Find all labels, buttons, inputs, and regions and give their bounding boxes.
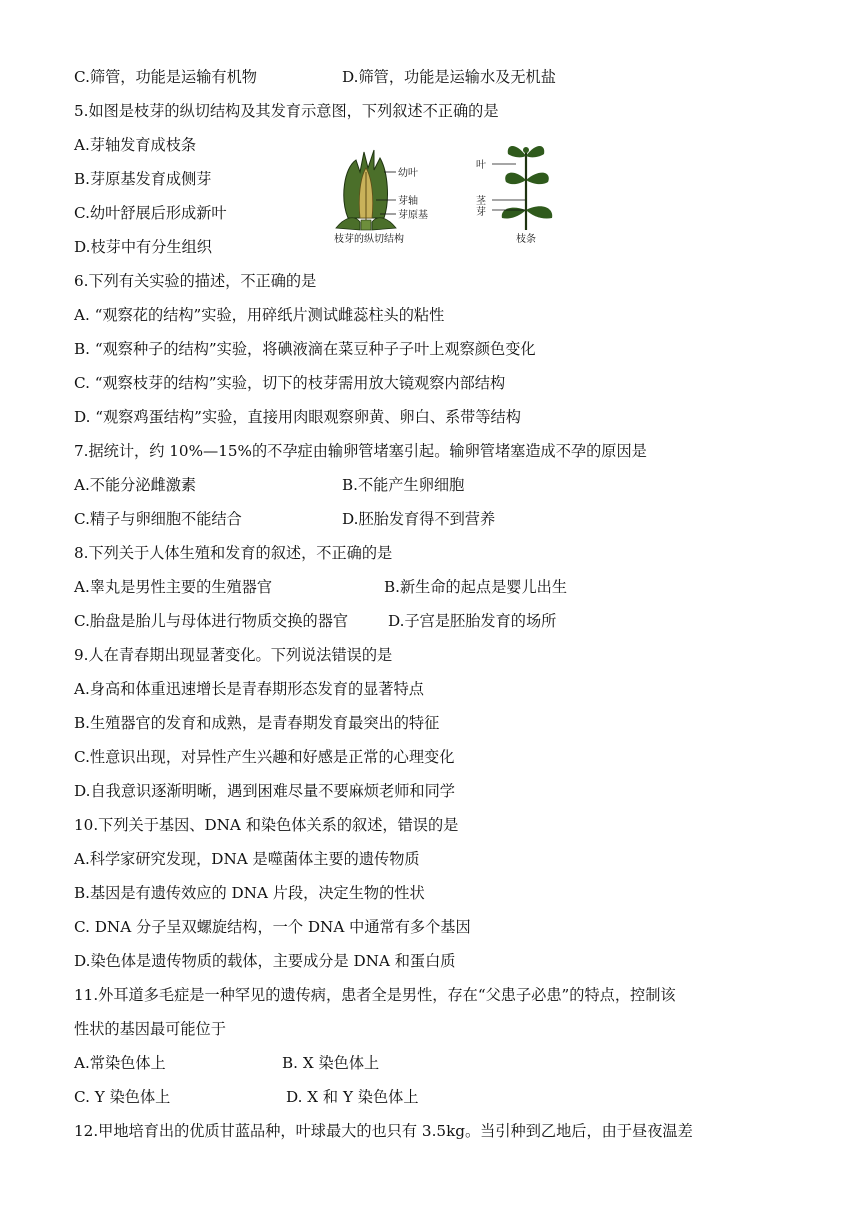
q8-option-c: C.胎盘是胎儿与母体进行物质交换的器官 xyxy=(74,612,349,630)
q5-option-d: D.枝芽中有分生组织 xyxy=(74,238,212,256)
q11-stem-line-1: 11.外耳道多毛症是一种罕见的遗传病，患者全是男性，存在“父患子必患”的特点，控制该 xyxy=(74,986,676,1004)
label-bud: 芽 xyxy=(476,207,486,218)
q4-option-c: C.筛管，功能是运输有机物 xyxy=(74,68,257,86)
label-young-leaf: 幼叶 xyxy=(398,168,418,179)
bud-diagram-figure xyxy=(330,138,590,248)
q9-option-d: D.自我意识逐渐明晰，遇到困难尽量不要麻烦老师和同学 xyxy=(74,782,455,800)
q10-option-c: C. DNA 分子呈双螺旋结构，一个 DNA 中通常有多个基因 xyxy=(74,918,471,936)
branch-illustration xyxy=(502,146,552,230)
q9-option-a: A.身高和体重迅速增长是青春期形态发育的显著特点 xyxy=(74,680,424,698)
label-bud-primordium: 芽原基 xyxy=(398,210,428,221)
q6-option-c: C. “观察枝芽的结构”实验，切下的枝芽需用放大镜观察内部结构 xyxy=(74,374,506,392)
q9-stem: 9.人在青春期出现显著变化。下列说法错误的是 xyxy=(74,646,393,664)
q10-option-a: A.科学家研究发现，DNA 是噬菌体主要的遗传物质 xyxy=(74,850,420,868)
q6-option-d: D. “观察鸡蛋结构”实验，直接用肉眼观察卵黄、卵白、系带等结构 xyxy=(74,408,521,426)
q7-option-d: D.胚胎发育得不到营养 xyxy=(342,510,496,528)
q11-option-c: C. Y 染色体上 xyxy=(74,1088,171,1106)
q11-option-b: B. X 染色体上 xyxy=(282,1054,380,1072)
label-leaf: 叶 xyxy=(476,160,486,171)
q10-option-b: B.基因是有遗传效应的 DNA 片段，决定生物的性状 xyxy=(74,884,425,902)
q5-stem: 5.如图是枝芽的纵切结构及其发育示意图，下列叙述不正确的是 xyxy=(74,102,499,120)
q8-option-d: D.子宫是胚胎发育的场所 xyxy=(388,612,557,630)
q10-option-d: D.染色体是遗传物质的载体，主要成分是 DNA 和蛋白质 xyxy=(74,952,456,970)
q8-stem: 8.下列关于人体生殖和发育的叙述，不正确的是 xyxy=(74,544,393,562)
q8-option-a: A.睾丸是男性主要的生殖器官 xyxy=(74,578,273,596)
caption-branch: 枝条 xyxy=(516,234,536,245)
q7-stem: 7.据统计，约 10%—15%的不孕症由输卵管堵塞引起。输卵管堵塞造成不孕的原因是 xyxy=(74,442,647,460)
q11-stem-line-2: 性状的基因最可能位于 xyxy=(74,1020,226,1038)
q6-option-a: A. “观察花的结构”实验，用碎纸片测试雌蕊柱头的粘性 xyxy=(74,306,445,324)
q8-option-b: B.新生命的起点是婴儿出生 xyxy=(384,578,568,596)
q4-option-d: D.筛管，功能是运输水及无机盐 xyxy=(342,68,556,86)
q11-option-d: D. X 和 Y 染色体上 xyxy=(286,1088,419,1106)
q9-option-b: B.生殖器官的发育和成熟，是青春期发育最突出的特征 xyxy=(74,714,440,732)
q7-option-b: B.不能产生卵细胞 xyxy=(342,476,465,494)
q10-stem: 10.下列关于基因、DNA 和染色体关系的叙述，错误的是 xyxy=(74,816,459,834)
q6-option-b: B. “观察种子的结构”实验，将碘液滴在菜豆种子子叶上观察颜色变化 xyxy=(74,340,536,358)
caption-bud-section: 枝芽的纵切结构 xyxy=(334,234,404,245)
q6-stem: 6.下列有关实验的描述，不正确的是 xyxy=(74,272,317,290)
q7-option-c: C.精子与卵细胞不能结合 xyxy=(74,510,242,528)
q9-option-c: C.性意识出现，对异性产生兴趣和好感是正常的心理变化 xyxy=(74,748,455,766)
q11-option-a: A.常染色体上 xyxy=(74,1054,166,1072)
q12-stem-line-1: 12.甲地培育出的优质甘蓝品种，叶球最大的也只有 3.5kg。当引种到乙地后，由于昼夜温差 xyxy=(74,1122,693,1140)
bud-section-illustration xyxy=(336,150,396,230)
q5-option-c: C.幼叶舒展后形成新叶 xyxy=(74,204,227,222)
q5-option-b: B.芽原基发育成侧芽 xyxy=(74,170,212,188)
label-bud-axis: 芽轴 xyxy=(398,196,418,207)
q7-option-a: A.不能分泌雌激素 xyxy=(74,476,197,494)
bud-diagram-svg xyxy=(330,138,590,248)
q5-option-a: A.芽轴发育成枝条 xyxy=(74,136,197,154)
label-stem: 茎 xyxy=(476,196,486,207)
